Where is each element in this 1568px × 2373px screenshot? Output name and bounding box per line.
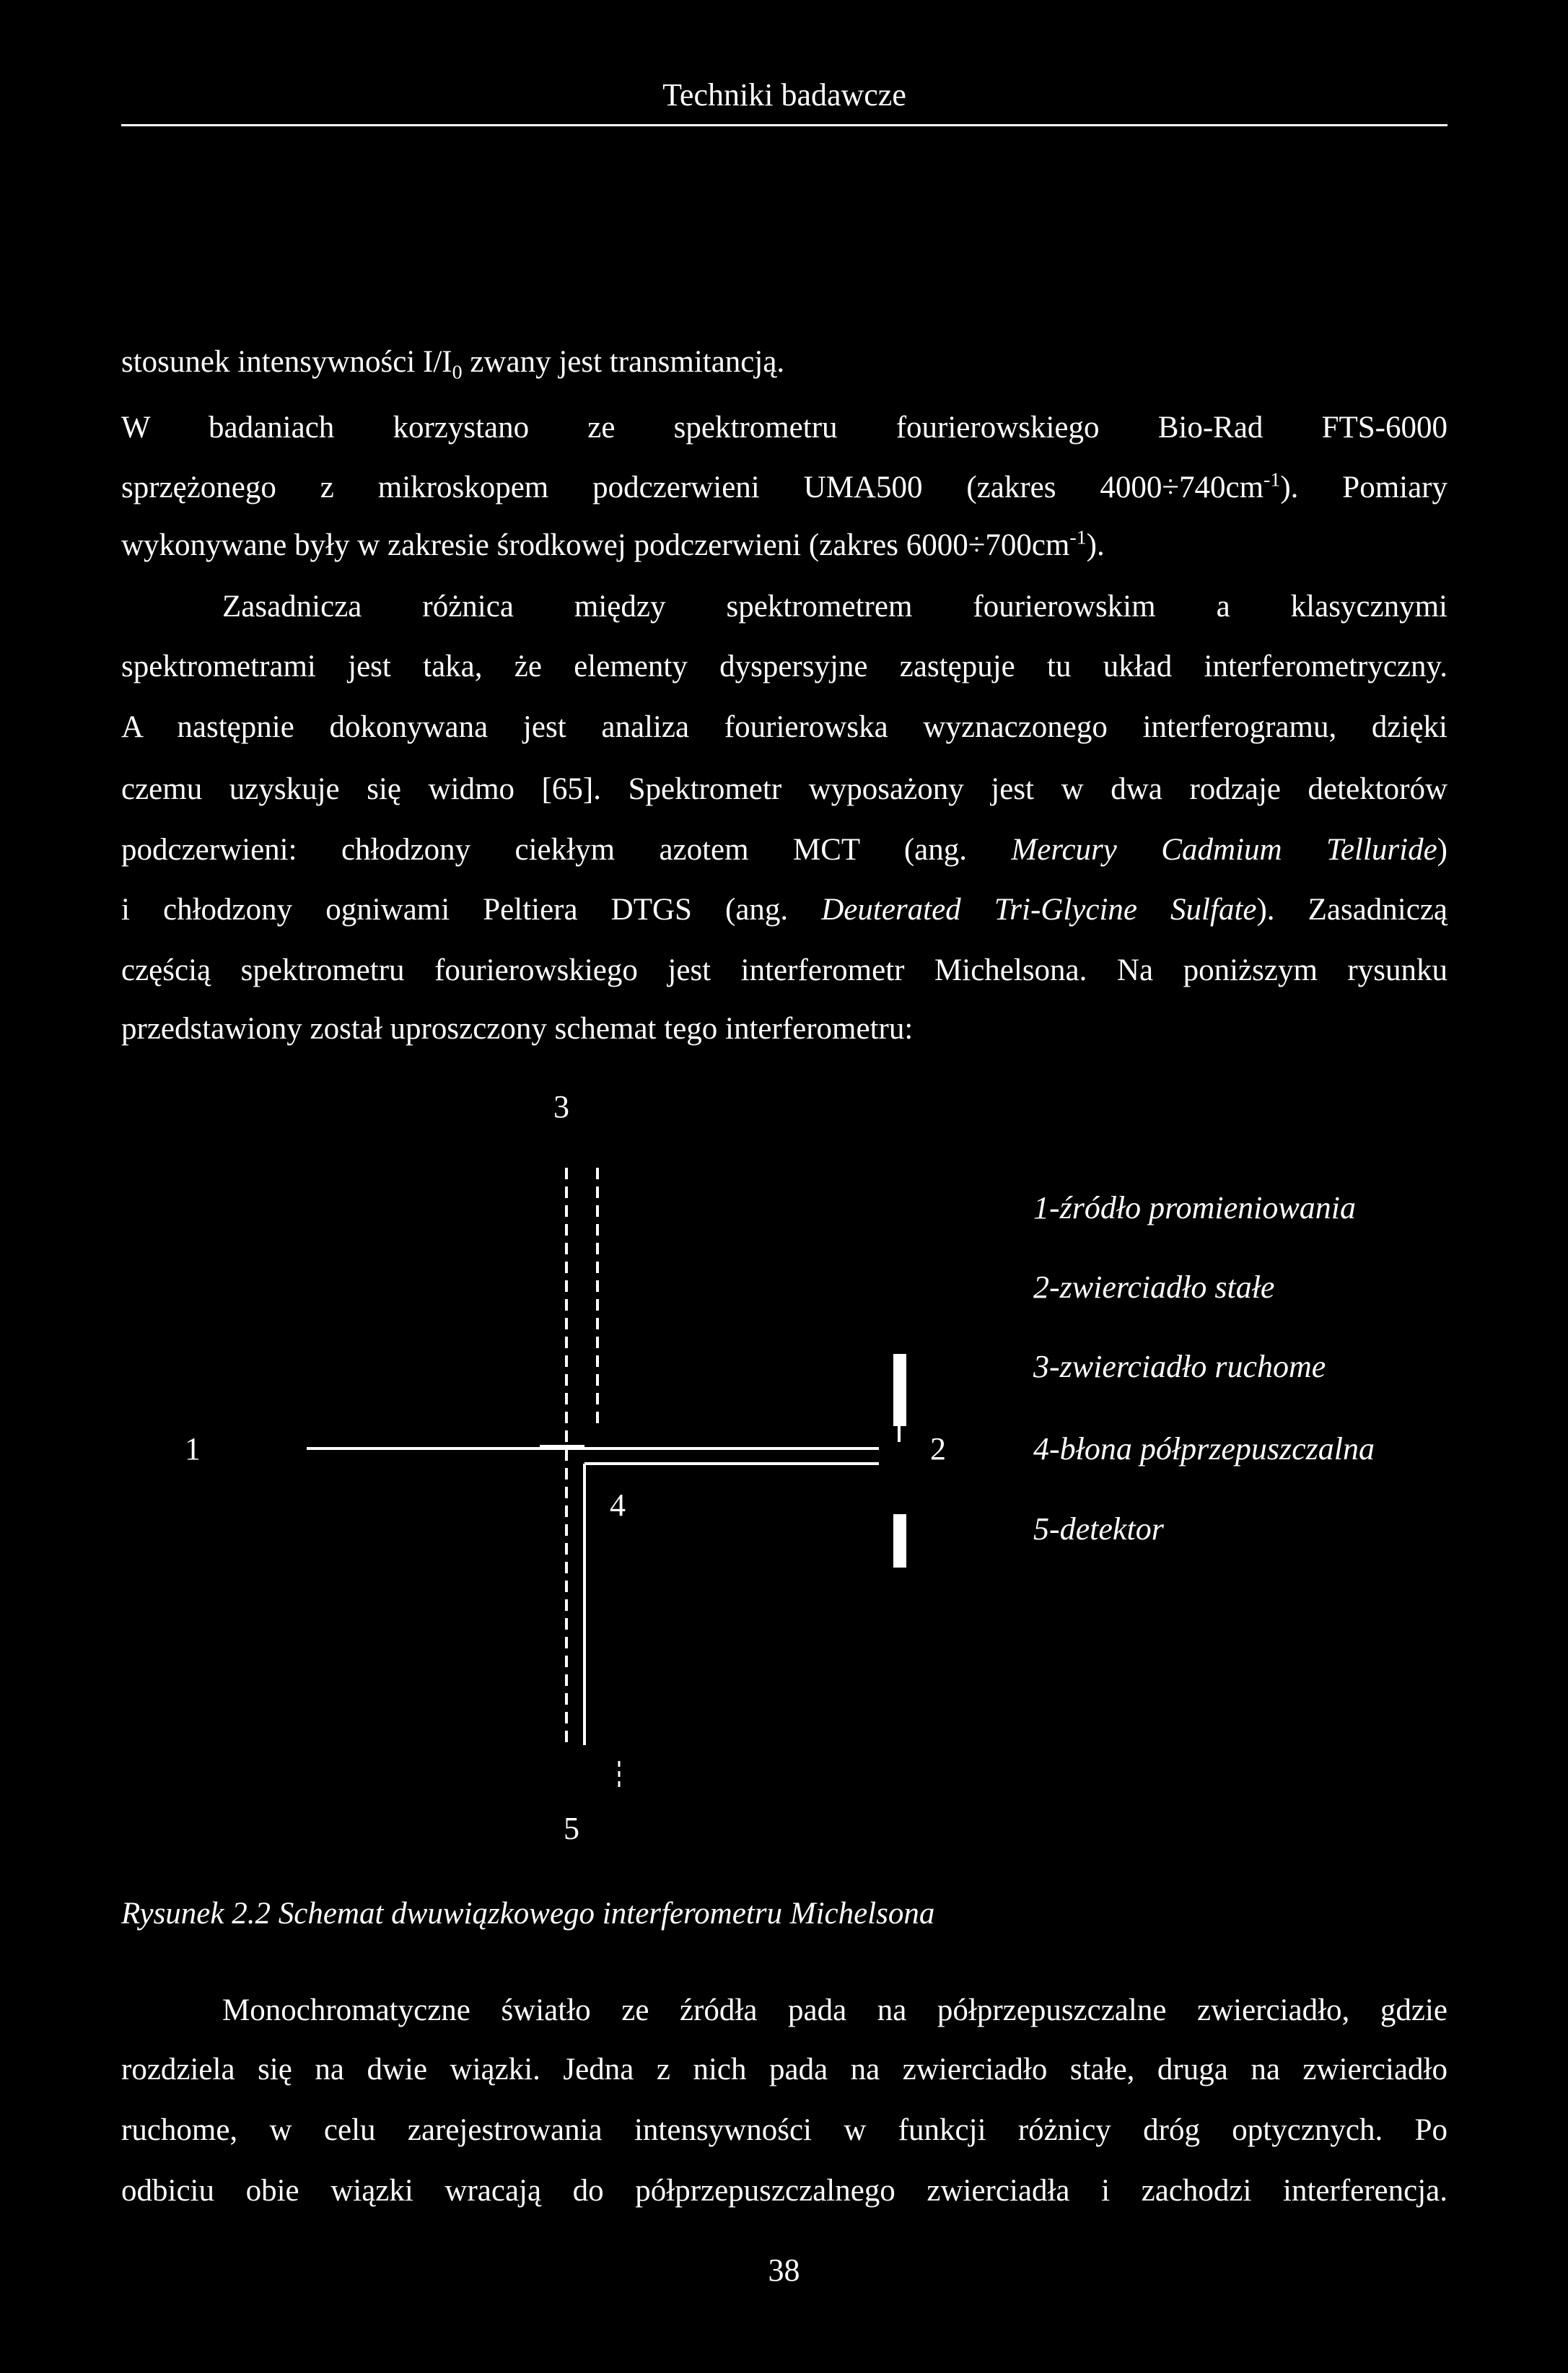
text-line: ruchome, w celu zarejestrowania intensywności w funkcji różnicy dróg optycznych. Po <box>121 2113 1447 2147</box>
text-line: stosunek intensywności $I/I_0$ zwany jest transmitancją. <box>121 345 785 384</box>
text-line: rozdziela się na dwie wiązki. Jedna z nich pada na zwierciadło stałe, druga na zwierciadło <box>121 2053 1447 2086</box>
legend-item: 2-zwierciadło stałe <box>1033 1269 1275 1305</box>
figure-caption: Rysunek 2.2 Schemat dwuwiązkowego interferometru Michelsona <box>121 1897 935 1931</box>
label-4: 4 <box>610 1487 626 1523</box>
label-5: 5 <box>564 1811 579 1846</box>
text-line: wykonywane były w zakresie środkowej podczerwieni (zakres $6000\div 700cm^{-1}$). <box>121 526 1105 562</box>
running-header: Techniki badawcze <box>662 77 906 113</box>
page-number: 38 <box>768 2252 800 2288</box>
text-line: A następnie dokonywana jest analiza fourierowska wyznaczonego interferogramu, dzięki <box>121 710 1447 744</box>
legend-item: 5-detektor <box>1033 1511 1164 1547</box>
fixed-mirror-lower <box>893 1514 906 1568</box>
label-1: 1 <box>185 1431 201 1467</box>
text-line: sprzężonego z mikroskopem podczerwieni UMA500 (zakres $4000\div 740cm^{-1}$). Pomiary <box>121 468 1447 504</box>
text-line: Monochromatyczne światło ze źródła pada na półprzepuszczalne zwierciadło, gdzie <box>222 1993 1447 2027</box>
legend-item: 3-zwierciadło ruchome <box>1033 1349 1326 1384</box>
text-line: W badaniach korzystano ze spektrometru fourierowskiego Bio-Rad FTS-6000 <box>121 411 1447 445</box>
text-line: i chłodzony ogniwami Peltiera DTGS (ang. Deuterated Tri-Glycine Sulfate). Zasadniczą <box>121 893 1447 927</box>
legend-item: 1-źródło promieniowania <box>1033 1190 1356 1225</box>
text-line: przedstawiony został uproszczony schemat tego interferometru: <box>121 1012 914 1046</box>
legend-item: 4-błona półprzepuszczalna <box>1033 1431 1375 1467</box>
label-2: 2 <box>930 1431 946 1467</box>
text-line: odbiciu obie wiązki wracają do półprzepuszczalnego zwierciadła i zachodzi interferencja. <box>121 2174 1447 2208</box>
label-3: 3 <box>553 1089 569 1124</box>
fixed-mirror <box>893 1354 906 1426</box>
text-line: czemu uzyskuje się widmo [65]. Spektrometr wyposażony jest w dwa rodzaje detektorów <box>121 772 1447 806</box>
text-line: częścią spektrometru fourierowskiego jest interferometr Michelsona. Na poniższym rysunku <box>121 953 1447 987</box>
text-line: podczerwieni: chłodzony ciekłym azotem MCT (ang. Mercury Cadmium Telluride) <box>121 833 1447 867</box>
text-line: Zasadnicza różnica między spektrometrem fourierowskim a klasycznymi <box>222 590 1447 624</box>
text-line: spektrometrami jest taka, że elementy dyspersyjne zastępuje tu układ interferometryczny. <box>121 650 1447 683</box>
